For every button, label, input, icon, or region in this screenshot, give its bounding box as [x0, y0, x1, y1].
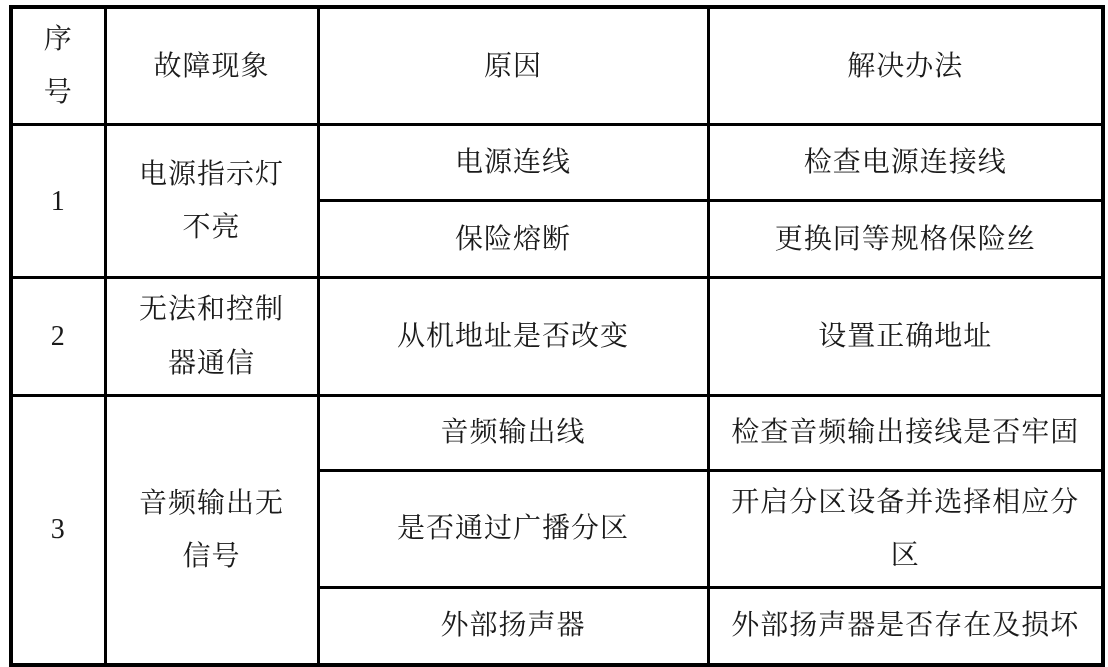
row-number-cell: 3 — [11, 395, 105, 664]
cause-cell: 保险熔断 — [318, 201, 708, 278]
troubleshooting-table — [9, 5, 1105, 667]
row-number-cell: 2 — [11, 278, 105, 395]
solution-cell: 更换同等规格保险丝 — [708, 201, 1103, 278]
symptom-cell: 音频输出无信号 — [105, 395, 318, 664]
table-row — [11, 125, 1103, 201]
cause-cell: 从机地址是否改变 — [318, 278, 708, 395]
cause-cell: 电源连线 — [318, 125, 708, 201]
header-cell-cause: 原因 — [318, 7, 708, 125]
symptom-cell: 无法和控制器通信 — [105, 278, 318, 395]
cause-cell: 是否通过广播分区 — [318, 470, 708, 587]
header-cell-number: 序号 — [11, 7, 105, 125]
table-header-row — [11, 7, 1103, 125]
solution-cell: 设置正确地址 — [708, 278, 1103, 395]
symptom-cell: 电源指示灯不亮 — [105, 125, 318, 278]
solution-cell: 检查音频输出接线是否牢固 — [708, 395, 1103, 470]
header-cell-symptom: 故障现象 — [105, 7, 318, 125]
row-number-cell: 1 — [11, 125, 105, 278]
table-row — [11, 278, 1103, 395]
solution-cell: 外部扬声器是否存在及损坏 — [708, 588, 1103, 665]
table-row — [11, 395, 1103, 470]
cause-cell: 音频输出线 — [318, 395, 708, 470]
solution-cell: 开启分区设备并选择相应分区 — [708, 470, 1103, 587]
cause-cell: 外部扬声器 — [318, 588, 708, 665]
header-cell-solution: 解决办法 — [708, 7, 1103, 125]
solution-cell: 检查电源连接线 — [708, 125, 1103, 201]
